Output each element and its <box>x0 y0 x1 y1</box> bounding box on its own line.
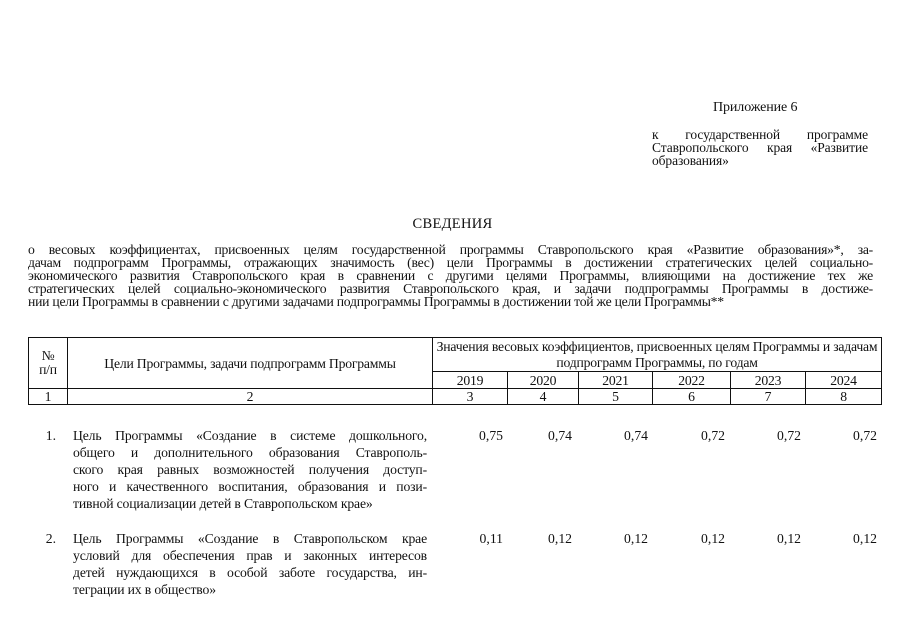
row-number: 2. <box>45 531 56 546</box>
goal-text-line: тивной социализации детей в Ставропольском крае» <box>73 496 373 511</box>
coefficient-value: 0,72 <box>777 428 801 443</box>
coefficient-value: 0,12 <box>624 531 648 546</box>
column-number: 2 <box>68 389 433 405</box>
coefficients-table-header <box>28 337 882 405</box>
column-number: 1 <box>29 389 68 405</box>
coefficient-value: 0,74 <box>624 428 648 443</box>
goal-text-line: условий для обеспечения прав и законных интересов <box>73 548 427 563</box>
row-number: 1. <box>45 428 56 443</box>
coefficient-value: 0,72 <box>701 428 725 443</box>
header-year: 2023 <box>731 372 806 389</box>
appendix-reference-line: к государственной программе <box>652 127 868 142</box>
header-year: 2021 <box>579 372 653 389</box>
column-number: 5 <box>579 389 653 405</box>
header-year: 2019 <box>433 372 508 389</box>
header-values: Значения весовых коэффициентов, присвоенных целям Программы и задачам подпрограмм Программы, по годам <box>433 338 882 372</box>
document-title: СВЕДЕНИЯ <box>412 216 493 232</box>
goal-text-line: общего и дополнительного образования Ставрополь- <box>73 445 427 460</box>
coefficient-value: 0,75 <box>479 428 503 443</box>
coefficient-value: 0,12 <box>548 531 572 546</box>
coefficient-value: 0,12 <box>701 531 725 546</box>
header-year: 2022 <box>653 372 731 389</box>
header-year: 2024 <box>806 372 882 389</box>
header-year: 2020 <box>508 372 579 389</box>
description-line: о весовых коэффициентах, присвоенных целям государственной программы Ставропольского края «Развитие образования»*, за- <box>28 242 873 257</box>
coefficient-value: 0,74 <box>548 428 572 443</box>
description-line: дачам подпрограмм Программы, отражающих значимость (вес) цели Программы в достижении стратегических целей социально- <box>28 255 873 270</box>
column-number: 8 <box>806 389 882 405</box>
appendix-reference-line: Ставропольского края «Развитие <box>652 140 868 155</box>
goal-text-line: теграции их в общество» <box>73 582 216 597</box>
description-line: нии цели Программы в сравнении с другими задачами подпрограммы Программы в достижении той же цели Программы** <box>28 294 724 309</box>
coefficient-value: 0,11 <box>479 531 503 546</box>
coefficient-value: 0,72 <box>853 428 877 443</box>
goal-text-line: ского края равных возможностей получения доступ- <box>73 462 427 477</box>
coefficient-value: 0,12 <box>777 531 801 546</box>
coefficient-value: 0,12 <box>853 531 877 546</box>
description-line: стратегических целей социально-экономического развития Ставропольского края, и задачи подпрограммы Программы в достиже- <box>28 281 873 296</box>
header-num: № п/п <box>29 338 68 389</box>
appendix-reference-line: образования» <box>652 153 729 168</box>
column-number: 6 <box>653 389 731 405</box>
goal-text-line: детей нуждающихся в особой заботе государства, ин- <box>73 565 427 580</box>
goal-text-line: Цель Программы «Создание в Ставропольском крае <box>73 531 427 546</box>
header-goals: Цели Программы, задачи подпрограмм Программы <box>68 338 433 389</box>
column-number: 3 <box>433 389 508 405</box>
goal-text-line: ного и качественного воспитания, образования и пози- <box>73 479 427 494</box>
appendix-label: Приложение 6 <box>713 100 798 115</box>
column-number: 7 <box>731 389 806 405</box>
goal-text-line: Цель Программы «Создание в системе дошкольного, <box>73 428 427 443</box>
description-line: экономического развития Ставропольского края в сравнении с другими целями Программы, влияющими на достижение тех же <box>28 268 873 283</box>
column-number: 4 <box>508 389 579 405</box>
